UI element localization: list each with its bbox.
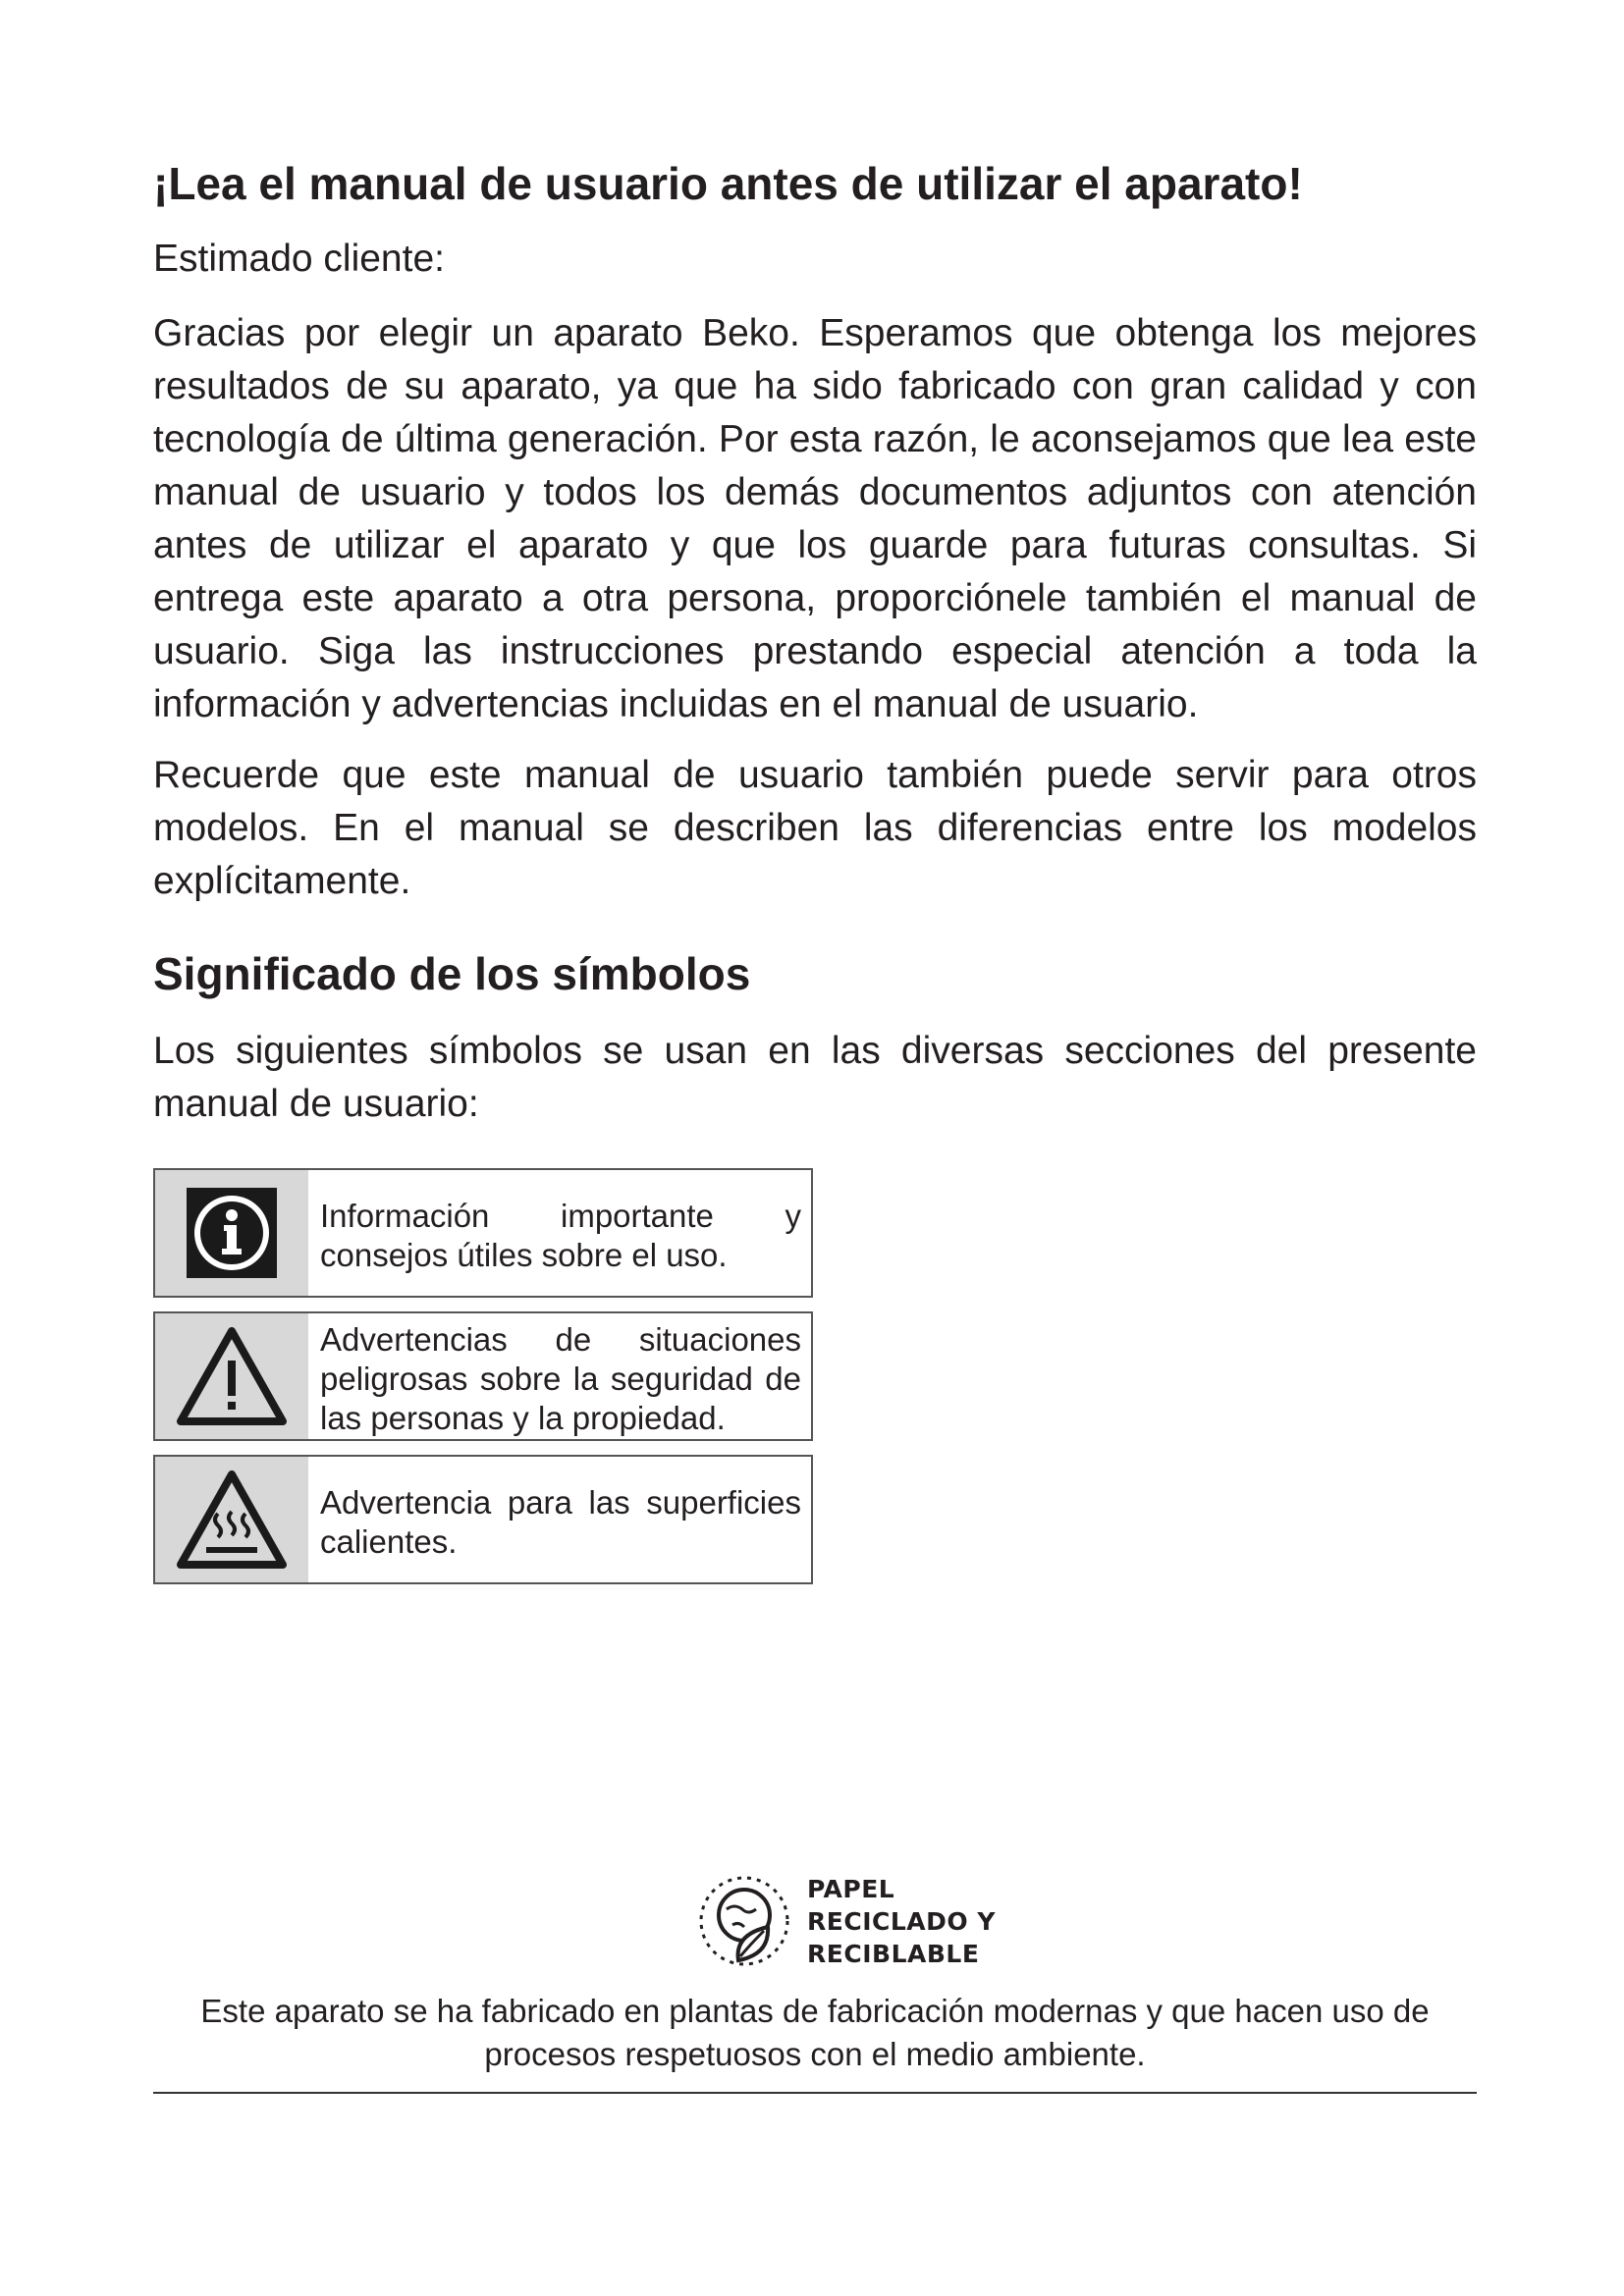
footer-note: Este aparato se ha fabricado en plantas de fabricación modernas y que hacen uso de procesos respetuosos con el medio ambiente. bbox=[200, 1993, 1430, 2072]
symbols-table bbox=[153, 1168, 815, 1584]
recycled-globe-leaf-icon bbox=[693, 1870, 795, 1972]
symbol-row-info bbox=[153, 1168, 813, 1298]
hot-surface-icon bbox=[155, 1457, 308, 1582]
symbol-row-warning bbox=[153, 1311, 813, 1441]
symbol-hot-surface-text: Advertencia para las superficies calientes. bbox=[320, 1484, 801, 1561]
symbol-warning-text: Advertencias de situaciones peligrosas sobre la seguridad de las personas y la propiedad. bbox=[320, 1321, 801, 1437]
logo-line-1: PAPEL bbox=[807, 1874, 895, 1903]
symbols-section-title: Significado de los símbolos bbox=[153, 948, 751, 1000]
page-title: ¡Lea el manual de usuario antes de utilizar el aparato! bbox=[153, 158, 1303, 209]
info-icon bbox=[155, 1170, 308, 1296]
symbol-row-hot-surface bbox=[153, 1455, 813, 1584]
recycled-paper-logo bbox=[212, 1870, 1477, 1972]
logo-line-2: RECICLADO Y bbox=[807, 1906, 996, 1936]
intro-paragraph-1: Gracias por elegir un aparato Beko. Esperamos que obtenga los mejores resultados de su aparato, ya que ha sido fabricado con gran calidad y con tecnología de última generación. Por esta razón, le aconsejamos que lea este manual de usuario y todos los demás documentos adjuntos con atención antes de utilizar el aparato y que los guarde para futuras consultas. Si entrega este aparato a otra persona, proporciónele también el manual de usuario. Siga las instrucciones prestando especial atención a toda la información y advertencias incluidas en el manual de usuario. bbox=[153, 312, 1477, 726]
warning-icon bbox=[155, 1313, 308, 1439]
intro-paragraph-2: Recuerde que este manual de usuario también puede servir para otros modelos. En el manual se describen las diferencias entre los modelos explícitamente. bbox=[153, 754, 1477, 903]
symbols-section-intro: Los siguientes símbolos se usan en las diversas secciones del presente manual de usuario: bbox=[153, 1030, 1477, 1126]
salutation: Estimado cliente: bbox=[153, 238, 445, 281]
footer-divider bbox=[153, 2092, 1477, 2094]
manual-page bbox=[153, 157, 1477, 1598]
symbol-info-text: Información importante y consejos útiles sobre el uso. bbox=[320, 1198, 801, 1274]
logo-line-3: RECIBLABLE bbox=[807, 1939, 980, 1968]
footer bbox=[153, 1870, 1477, 2102]
